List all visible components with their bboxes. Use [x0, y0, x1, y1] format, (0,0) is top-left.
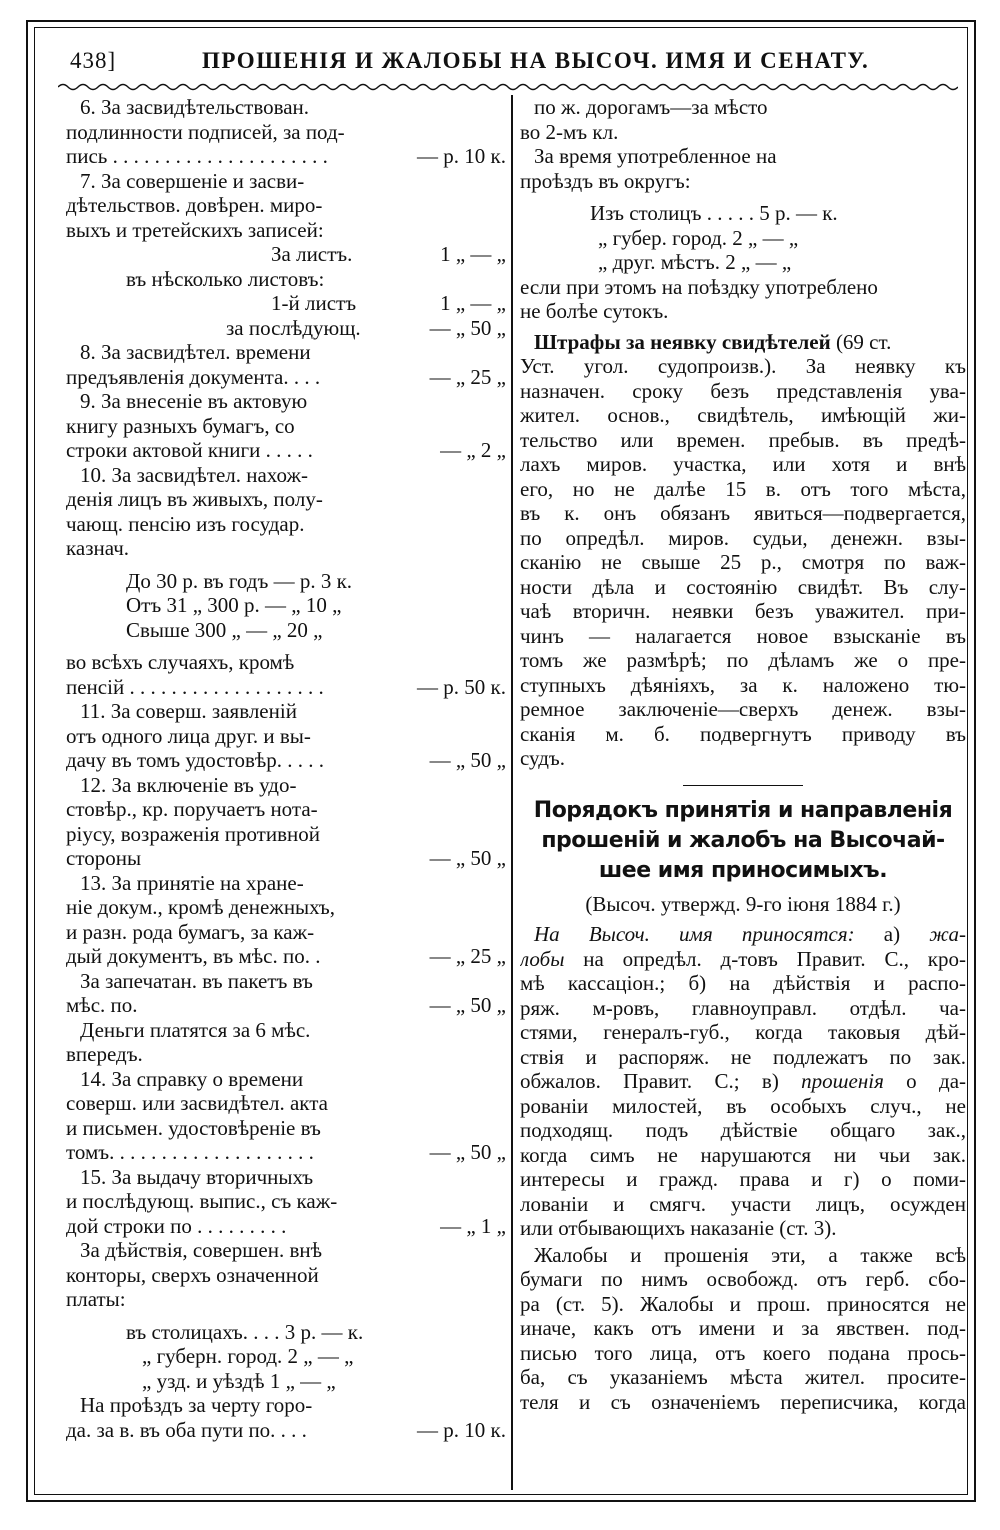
fee-line — [66, 1018, 506, 1043]
paragraph-line — [520, 1069, 966, 1094]
fee-line-amount: — р. 10 к. — [417, 144, 506, 168]
fines-line: судъ. — [520, 746, 566, 770]
fee-line-text: и письмен. удостовѣреніе въ — [66, 1115, 321, 1140]
travel-line-text: Изъ столицъ . . . . . 5 р. — к. — [590, 201, 838, 225]
text-run: подходящ. подъ дѣйствіе общаго зак., — [520, 1118, 966, 1142]
fee-line — [66, 512, 506, 537]
travel-line-text: по ж. дорогамъ—за мѣсто — [534, 95, 768, 119]
fee-line-text: и послѣдующ. выпис., съ каж- — [66, 1189, 338, 1213]
fee-line — [66, 218, 506, 243]
fee-line — [66, 438, 506, 463]
page-title: ПРОШЕНІЯ И ЖАЛОБЫ НА ВЫСОЧ. ИМЯ И СЕНАТУ. — [202, 48, 870, 73]
fee-line-text: 15. За выдачу вторичныхъ — [80, 1164, 314, 1189]
text-run: обжалов. Правит. С.; в) — [520, 1069, 802, 1093]
paragraph-line — [520, 1118, 966, 1143]
fee-line — [66, 618, 506, 643]
fines-line: его, но не далѣе 15 в. отъ того мѣста, — [520, 476, 966, 501]
fee-line — [66, 1393, 506, 1418]
travel-line-text: проѣздъ въ округъ: — [520, 168, 691, 193]
fee-line-amount: — „ 2 „ — [440, 438, 506, 462]
fee-line — [66, 1418, 506, 1443]
fee-line-text: дачу въ томъ удостовѣр. . . . . — [66, 748, 325, 772]
left-column — [66, 95, 506, 1442]
paragraph-line — [520, 1167, 966, 1192]
fee-line-text: До 30 р. въ годъ — р. 3 к. — [126, 568, 353, 593]
fee-line-text: За дѣйствія, совершен. внѣ — [80, 1238, 323, 1262]
paragraph-line — [520, 1192, 966, 1217]
italic-term: На Высоч. имя приносятся: — [534, 922, 855, 946]
fee-line-text: чающ. пенсію изъ государ. — [66, 511, 305, 536]
text-run: на опредѣл. д-товъ Правит. С., кро- — [564, 946, 966, 971]
fee-line — [66, 1344, 506, 1369]
travel-line-text: не болѣе сутокъ. — [520, 299, 669, 323]
fee-line — [66, 675, 506, 700]
fee-line-amount: — „ 25 „ — [429, 944, 506, 968]
travel-line — [520, 275, 966, 300]
text-run: а) — [854, 922, 930, 946]
spacer — [66, 642, 506, 650]
fee-line — [66, 822, 506, 847]
fee-line — [66, 944, 506, 969]
spacer — [66, 1312, 506, 1320]
fee-line — [66, 748, 506, 773]
travel-line — [520, 169, 966, 194]
travel-line — [520, 250, 966, 275]
travel-line-text: „ друг. мѣстъ. 2 „ — „ — [598, 250, 792, 274]
fee-line — [66, 797, 506, 822]
fee-line-text: въ нѣсколько листовъ: — [126, 266, 325, 291]
fines-line: ности дѣла и состоянію свидѣт. Въ слу- — [520, 574, 966, 599]
text-run: интересы и гражд. права и г) о поми- — [520, 1167, 966, 1191]
fee-line-amount: — „ 1 „ — [440, 1213, 506, 1238]
fee-line — [66, 316, 506, 341]
text-run: рованіи милостей, въ особыхъ случ., не — [520, 1093, 966, 1118]
fee-line-text: Отъ 31 „ 300 р. — „ 10 „ — [126, 593, 342, 617]
fines-line: назначен. сроку безъ представленія ува- — [520, 378, 966, 403]
fee-line — [66, 1042, 506, 1067]
fee-line — [66, 389, 506, 414]
spacer — [66, 561, 506, 569]
fee-line-text: Свыше 300 „ — „ 20 „ — [126, 617, 323, 642]
fee-line — [66, 267, 506, 292]
paragraph-line — [520, 996, 966, 1021]
fines-line: томъ же размѣрѣ; по дѣламъ же о пре- — [520, 648, 966, 672]
fee-line — [66, 593, 506, 618]
heading-line-2: шее имя приносимыхъ. — [598, 857, 888, 883]
fee-line — [66, 871, 506, 896]
fee-line — [66, 1214, 506, 1239]
fee-line-amount: — „ 50 „ — [429, 748, 506, 772]
fee-line — [66, 724, 506, 749]
fee-line-text: 10. За засвидѣтел. нахож- — [80, 462, 308, 487]
fee-line — [66, 536, 506, 561]
travel-line-text: „ губер. город. 2 „ — „ — [598, 225, 799, 250]
fee-line-text: стороны — [66, 846, 142, 870]
fee-line-text: 6. За засвидѣтельствован. — [80, 95, 310, 119]
fee-line — [66, 414, 506, 439]
paragraph-line: ба, съ указаніемъ мѣста жител. просите- — [520, 1365, 966, 1389]
fines-line: сканія м. б. подвергнутъ приводу въ — [520, 721, 966, 746]
paragraph-line — [520, 1143, 966, 1168]
fines-line: жител. основ., свидѣтель, имѣющій жи- — [520, 403, 966, 427]
fee-line — [66, 1320, 506, 1345]
fee-line — [66, 487, 506, 512]
fee-line-text: платы: — [66, 1287, 126, 1311]
fee-line-text: впередъ. — [66, 1042, 143, 1066]
page-number: 438] — [70, 48, 117, 73]
fee-line-amount: — „ 50 „ — [429, 1140, 506, 1164]
paragraph-2 — [520, 1243, 966, 1415]
fee-line — [66, 969, 506, 994]
fee-line-amount: 1 „ — „ — [440, 291, 506, 315]
fee-line — [66, 773, 506, 798]
text-run: ствія и распоряж. не подлежатъ по зак. — [520, 1044, 966, 1069]
travel-line — [520, 299, 966, 324]
column-divider — [511, 95, 513, 1490]
fee-line-text: 11. За соверш. заявленій — [80, 699, 297, 723]
fee-line-text: 1-й листъ — [271, 291, 357, 315]
italic-term: прошенія — [801, 1069, 884, 1093]
fee-line — [66, 95, 506, 120]
fee-line-text: 13. За принятіе на хране- — [80, 870, 304, 895]
paragraph-line — [520, 971, 966, 996]
fines-line: въ к. онъ обязанъ явиться—подвергается, — [520, 501, 966, 525]
travel-line — [520, 95, 966, 120]
fee-line — [66, 1263, 506, 1288]
fines-line: Уст. угол. судопроизв.). За неявку къ — [520, 354, 966, 378]
fee-line — [66, 1165, 506, 1190]
fee-line-text: выхъ и третейскихъ записей: — [66, 217, 324, 242]
section-heading — [520, 796, 966, 886]
text-run: ряж. м-ровъ, главноуправл. отдѣл. ча- — [520, 995, 966, 1020]
fee-line — [66, 169, 506, 194]
fee-line-text: и разн. рода бумагъ, за каж- — [66, 919, 315, 944]
paragraph-line: Жалобы и прошенія эти, а также всѣ — [534, 1242, 966, 1267]
fines-line: лахъ миров. участка, или хотя и внѣ — [520, 452, 966, 476]
paragraph-line: писью того лица, отъ коего подана прось- — [520, 1340, 966, 1365]
fines-line — [520, 330, 966, 355]
fines-line: ремное заключеніе—сверхъ денеж. взы- — [520, 697, 966, 721]
fee-line — [66, 920, 506, 945]
paragraph-line: теля и съ означеніемъ переписчика, когда — [520, 1389, 966, 1414]
fee-line — [66, 365, 506, 390]
travel-line-text: За время употребленное на — [534, 144, 777, 168]
fee-line-amount: 1 „ — „ — [440, 242, 506, 266]
fee-line-text: конторы, сверхъ означенной — [66, 1262, 319, 1287]
fee-line — [66, 463, 506, 488]
fee-line — [66, 1287, 506, 1312]
travel-costs-block — [520, 95, 966, 324]
fee-line-text: За запечатан. въ пакетъ въ — [80, 968, 313, 993]
fee-line-text: мѣс. по. — [66, 993, 138, 1017]
fines-line-0: (69 ст. — [830, 329, 892, 354]
fee-line — [66, 144, 506, 169]
text-run: лованіи и смягч. участи лицъ, осужден — [520, 1191, 966, 1216]
fee-line-text: предъявленія документа. . . . — [66, 364, 321, 389]
italic-term: лобы — [520, 946, 565, 971]
text-run: или отбывающихъ наказаніе (ст. 3). — [520, 1216, 837, 1240]
fines-line: по опредѣл. миров. судьи, денежн. взы- — [520, 525, 966, 550]
fee-line-text: стовѣр., кр. поручаетъ нота- — [66, 797, 318, 821]
paragraph-line: ра (ст. 5). Жалобы и прош. приносятся не — [520, 1291, 966, 1316]
paragraph-line: бумаги по нимъ освобожд. отъ герб. сбо- — [520, 1267, 966, 1291]
fee-line-text: книгу разныхъ бумагъ, со — [66, 413, 295, 438]
fines-line: чинъ — налагается новое взысканіе въ — [520, 623, 966, 648]
fee-line-amount: — „ 50 „ — [429, 846, 506, 870]
fee-line-amount: — „ 50 „ — [429, 993, 506, 1017]
fee-line-text: пенсій . . . . . . . . . . . . . . . . . . . — [66, 674, 324, 699]
fee-line-text: Деньги платятся за 6 мѣс. — [80, 1017, 311, 1042]
fee-line — [66, 1116, 506, 1141]
fee-line-text: „ губерн. город. 2 „ — „ — [142, 1344, 354, 1368]
heading-line-0: Порядокъ принятія и направленія — [533, 797, 953, 823]
fee-line-text: въ столицахъ. . . . 3 р. — к. — [126, 1319, 364, 1344]
paragraph-line — [520, 1216, 966, 1241]
fines-title: Штрафы за неявку свидѣтелей — [534, 329, 831, 354]
fee-line-text: 7. За совершеніе и засви- — [80, 168, 305, 193]
fines-line: ступныхъ дѣяніяхъ, за к. наложено тю- — [520, 672, 966, 697]
heading-line-1: прошеній и жалобъ на Высочай- — [541, 827, 945, 853]
text-run: когда симъ не нарушаются ни чьи зак. — [520, 1142, 966, 1167]
fines-block — [520, 330, 966, 771]
fee-line — [66, 1238, 506, 1263]
fee-line-text: за послѣдующ. — [226, 315, 361, 340]
fee-line — [66, 291, 506, 316]
fee-line-text: ніе докум., кромѣ денежныхъ, — [66, 895, 335, 919]
text-run: о да- — [883, 1069, 966, 1093]
fee-line-amount: — „ 50 „ — [429, 315, 506, 340]
text-run: мѣ кассаціон.; б) на дѣйствія и распо- — [520, 971, 966, 995]
fee-line-text: подлинности подписей, за под- — [66, 119, 345, 144]
fee-line-text: „ узд. и уѣздѣ 1 „ — „ — [142, 1368, 336, 1393]
travel-line — [520, 226, 966, 251]
fee-line-text: денія лицъ въ живыхъ, полу- — [66, 487, 323, 511]
fee-line — [66, 120, 506, 145]
header-wavy-rule — [58, 80, 958, 94]
fee-line-text: 12. За включеніе въ удо- — [80, 772, 297, 797]
fee-line-amount: — р. 10 к. — [417, 1417, 506, 1442]
fee-line — [66, 895, 506, 920]
paragraph-line — [520, 1094, 966, 1119]
fee-line — [66, 846, 506, 871]
fee-line-text: отъ одного лица друг. и вы- — [66, 723, 311, 748]
italic-term: жа- — [929, 922, 966, 946]
section-divider — [683, 785, 803, 786]
travel-line-text: во 2-мъ кл. — [520, 119, 619, 144]
fines-line: сканію не свыше 25 р., смотря по важ- — [520, 550, 966, 574]
fee-line-amount: — р. 50 к. — [417, 674, 506, 699]
fee-line-text: дѣтельствов. довѣрен. миро- — [66, 193, 323, 217]
paragraph-line: иначе, какъ отъ имени и за явствен. под- — [520, 1316, 966, 1340]
paragraph-line — [520, 1020, 966, 1045]
travel-line-text: если при этомъ на поѣздку употреблено — [520, 274, 878, 299]
fee-line-text: во всѣхъ случаяхъ, кромѣ — [66, 650, 295, 674]
fines-line: чаѣ вторичн. неявки безъ уважител. при- — [520, 599, 966, 623]
section-subtitle: (Высоч. утвержд. 9-го іюня 1884 г.) — [585, 891, 901, 916]
fee-line — [66, 1369, 506, 1394]
fee-line — [66, 569, 506, 594]
fee-line-text: строки актовой книги . . . . . — [66, 438, 313, 462]
fee-line — [66, 1067, 506, 1092]
fee-line-text: дой строки по . . . . . . . . . — [66, 1213, 287, 1238]
fee-line-text: пись . . . . . . . . . . . . . . . . . . . . . — [66, 144, 328, 168]
fee-line — [66, 699, 506, 724]
paragraph-line — [520, 947, 966, 972]
travel-line — [520, 201, 966, 226]
travel-line — [520, 120, 966, 145]
fee-line-text: дый документъ, въ мѣс. по. . — [66, 944, 321, 968]
fee-line-text: На проѣздъ за черту горо- — [80, 1393, 313, 1417]
fee-line-text: За листъ. — [271, 242, 353, 266]
fee-line — [66, 1189, 506, 1214]
fee-line-text: 14. За справку о времени — [80, 1066, 304, 1091]
fee-line — [66, 193, 506, 218]
fee-line — [66, 650, 506, 675]
fee-line-text: томъ. . . . . . . . . . . . . . . . . . . . — [66, 1140, 314, 1164]
fee-line — [66, 1091, 506, 1116]
text-run: стями, генералъ-губ., когда таковыя дѣй- — [520, 1020, 966, 1044]
fee-line-amount: — „ 25 „ — [429, 364, 506, 389]
fee-line-text: ріусу, возраженія противной — [66, 821, 320, 846]
right-column — [520, 95, 966, 1414]
fee-line-text: казнач. — [66, 536, 130, 560]
fee-line — [66, 340, 506, 365]
fee-line — [66, 993, 506, 1018]
paragraph-1 — [520, 922, 966, 1241]
travel-line — [520, 144, 966, 169]
fee-line-text: да. за в. въ оба пути по. . . . — [66, 1417, 307, 1442]
paragraph-line — [520, 1045, 966, 1070]
paragraph-line — [520, 922, 966, 947]
fines-line: тельство или времен. пребыв. въ предѣ- — [520, 427, 966, 452]
fee-line — [66, 242, 506, 267]
fee-line-text: соверш. или засвидѣтел. акта — [66, 1091, 328, 1115]
fee-line-text: 8. За засвидѣтел. времени — [80, 340, 311, 364]
fee-line-text: 9. За внесеніе въ актовую — [80, 389, 308, 413]
fee-line — [66, 1140, 506, 1165]
spacer — [520, 193, 966, 201]
